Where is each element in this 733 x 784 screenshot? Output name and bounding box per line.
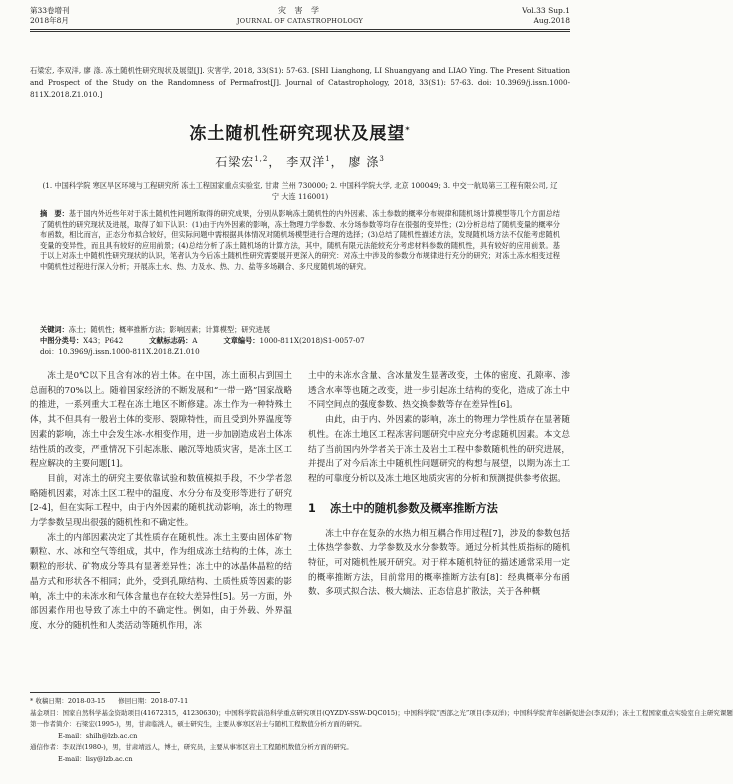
document-code-label: 文献标志码：: [149, 336, 193, 345]
section-number: 1: [308, 501, 316, 515]
document-code: [149, 335, 197, 346]
title-footnote-mark: *: [405, 125, 411, 135]
document-code-value: A: [192, 336, 198, 345]
section-title: 冻土中的随机参数及概率推断方法: [330, 501, 498, 515]
header-rule-top: [30, 29, 570, 30]
clc-label: 中图分类号：: [40, 336, 84, 345]
classification-line: [40, 335, 560, 346]
section-heading: [308, 501, 570, 517]
journal-name-cn: 灾 害 学: [277, 6, 323, 15]
abstract-label: 摘 要：: [40, 209, 69, 218]
paper-title: [0, 119, 600, 144]
body-column-left: [30, 369, 292, 634]
citation-block: 石梁宏, 李双洋, 廖 涤. 冻土随机性研究现状及展望[J]. 灾害学, 2018, 33(S1): 57-63. [SHI Lianghong, LI Shuangyang and LIAO Ying. The Present Situation and Prospect of the Study on the Randomness of Permafrost[J]. Journal of Catastrophology, 2018, 33(S1): 57-63. doi: 10.3969/j.issn.1000-811X.2018.Z1.010.]: [30, 66, 570, 99]
footnote-first-author: 第一作者简介：石梁宏(1995-)，男，甘肃临洮人，硕士研究生，主要从事寒区岩土与随机工程数值分析方面的研究。: [30, 720, 366, 729]
volume-issue: 第33卷增刊: [30, 6, 70, 15]
author-affil-mark: 1: [325, 155, 331, 163]
author-name: 石梁宏: [215, 155, 255, 169]
body-paragraph: 由此，由于内、外因素的影响，冻土的物理力学性质存在显著随机性。在冻土地区工程冻害问题研究中应充分考虑随机因素。本文总结了当前国内外学者关于冻土及岩土工程中参数随机性的研究进展，并提出了对今后冻土中随机性问题研究的构想与展望，以期为冻土工程的可靠度分析以及冻土地区地质灾害的分析和预测提供参考依据。: [308, 415, 570, 484]
affiliations: (1. 中国科学院 寒区旱区环境与工程研究所 冻土工程国家重点实验室, 甘肃 兰州 730000; 2. 中国科学院大学, 北京 100049; 3. 中交一航局第三工程有限公司, 辽宁 大连 116001): [42, 181, 558, 201]
footnote-funding: 基金项目：国家自然科学基金资助项目(41672315，41230630)；中国科学院前沿科学重点研究项目(QYZDY-SSW-DQC015)；中国科学院“西部之光”项目(李双洋)；中国科学院青年创新促进会(李双洋)；冻土工程国家重点实验室自主研究课题: [30, 708, 733, 717]
publication-date-en: Aug.2018: [533, 16, 570, 25]
footnote-first-author-email: E-mail：shilh@lzb.ac.cn: [58, 731, 138, 740]
body-paragraph: 冻土中存在复杂的水热力相互耦合作用过程[7]，涉及的参数包括土体热学参数、力学参数及水分参数等。通过分析其性质指标的随机特征，可对随机性展开研究。对于样本随机特征的描述通常采用一定的概率推断方法，目前常用的概率推断方法有[8]：经典概率分布函数、多项式拟合法、极大熵法、正态信息扩散法，关于各种概: [308, 528, 570, 598]
title-text: 冻土随机性研究现状及展望: [189, 124, 406, 144]
footnote-corresponding-email: E-mail：lisy@lzb.ac.cn: [58, 754, 133, 763]
author-affil-mark: 1,2: [254, 155, 269, 163]
keywords: [40, 324, 560, 335]
article-number-label: 文章编号：: [223, 336, 260, 345]
author-list: 石梁宏$^{1,2}$， 李双洋$^1$， 廖 涤$^3$: [215, 155, 385, 169]
volume-issue-en: Vol.33 Sup.1: [522, 6, 570, 15]
body-paragraph: 冻土是0℃以下且含有冰的岩土体。在中国，冻土面积占到国土总面积的70%以上。随着国家经济的不断发展和“一带一路”国家战略的推进，一系列重大工程在冻土地区不断修建。冻土作为一种特殊土体，其不但具有一般岩土体的变形、裂隙特性，而且受到外界温度等因素的影响，冻土中会发生冰-水相变作用，进一步加剧造成岩土体冻结性质的改变，严重情况下引起冻胀、融沉等地质灾害，是冻土区工程应解决的主要问题[1]。: [30, 371, 292, 470]
author-name: 廖 涤: [348, 155, 380, 169]
journal-name-en: JOURNAL OF CATASTROPHOLOGY: [236, 17, 364, 25]
body-paragraph: 目前，对冻土的研究主要依靠试验和数值模拟手段，不少学者忽略随机因素，对冻土区工程中的温度、水分分布及变形等进行了研究[2-4]，但在实际工程中，由于内外因素的随机扰动影响，冻土的物理力学参数呈现出很强的随机性和不确定性。: [30, 473, 292, 529]
footnote-corresponding-author: 通信作者：李双洋(1980-)，男，甘肃靖远人，博士，研究员，主要从事寒区岩土工程随机数值分析方面的研究。: [30, 743, 353, 752]
header-rule-bottom: [30, 31, 570, 32]
keywords-text: 冻土；随机性；概率推断方法；影响因素；计算模型；研究进展: [68, 325, 271, 334]
footnote-divider: [30, 692, 160, 693]
abstract: [40, 209, 560, 273]
footnote-dates: * 收稿日期：2018-03-15 修回日期：2018-07-11: [30, 697, 189, 705]
doi-line: doi：10.3969/j.issn.1000-811X.2018.Z1.010: [40, 347, 200, 356]
body-column-right: [308, 369, 570, 600]
clc-value: X43；P642: [83, 336, 124, 345]
publication-date: 2018年8月: [30, 16, 69, 25]
article-number-value: 1000-811X(2018)S1-0057-07: [259, 336, 365, 345]
clc-number: [40, 335, 123, 346]
author-affil-mark: 3: [379, 155, 385, 163]
running-header-journal: [0, 6, 600, 26]
body-paragraph-continued: 土中的未冻水含量、含冰量发生显著改变，土体的密度、孔隙率、渗透含水率等也随之改变，进一步引起冻土结构的变化，造成了冻土中不同空间点的强度参数、热交换参数等存在差异性[6]。: [308, 371, 570, 411]
footnotes: [30, 696, 733, 766]
article-number: [224, 335, 365, 346]
keywords-label: 关键词：: [40, 325, 69, 334]
running-header-volume-en: [522, 6, 570, 26]
abstract-text: 基于国内外近些年对于冻土随机性问题所取得的研究成果，分别从影响冻土随机性的内外因素、冻土参数的概率分布规律和随机场计算模型等几个方面总结了随机性的研究现状及进展，取得了如下认识：(1)由于内外因素的影响，冻土物理力学参数、水分场参数等均存在很强的变异性；(2)分析总结了随机变量的概率分布函数，相比而言，正态分布拟合较好，但实际问题中需根据具体情况对随机场模型进行合理的选择；(3)总结了随机性描述方法，发现随机场方法不仅能考虑随机变量的变异性，而且具有较好的应用前景；(4)总结分析了冻土随机场的计算方法，其中，随机有限元法能较充分考虑材料参数的随机性，具有较好的应用前景。基于以上对冻土中随机性研究现状的认识，笔者认为今后冻土随机性研究需要展开更深入的研究：对冻土中涉及的参数分布规律进行充分的研究；对冻土冻水相变过程中随机性过程进行深入分析；开展冻土水、热、力及水、热、力、盐等多场耦合、多尺度随机场的研究。: [40, 209, 560, 271]
author-name: 李双洋: [286, 155, 326, 169]
body-paragraph: 冻土的内部因素决定了其性质存在随机性。冻土主要由固体矿物颗粒、水、冰和空气等组成，其中，作为组成冻土结构的土体，冻土颗粒的形状、矿物成分等具有显著差异性；冻土中的冰晶体晶粒的结晶方式和形状各不相同；此外，受到孔隙结构、土质性质等因素的影响，冻土中的未冻水和气体含量也存在较大差异性[5]。另一方面，外部因素作用也导致了冻土中的不确定性。例如，由于外载、外界温度、水分的随机性和人类活动等随机作用，冻: [30, 532, 292, 631]
